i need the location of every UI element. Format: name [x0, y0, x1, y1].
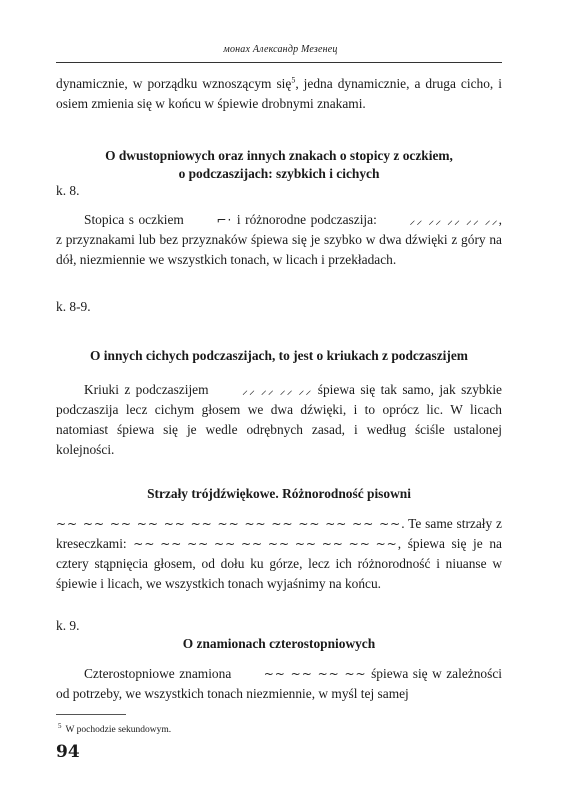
paragraph-text: i różnorodne podczaszija:: [232, 212, 382, 227]
paragraph-text: Czterostopniowe znamiona: [84, 666, 236, 681]
page-reference: k. 8-9.: [56, 299, 91, 314]
paragraph-text: Kriuki z podczaszijem: [84, 382, 214, 397]
section-heading-4: O znamionach czterostopniowych: [182, 636, 376, 651]
section-heading-3: Strzały trójdźwiękowe. Różnorodność pisowni: [147, 486, 411, 501]
neume-glyph: ⸝⸝ ⸝⸝ ⸝⸝ ⸝⸝ ⸝⸝: [409, 213, 499, 227]
footnote-text: W pochodzie sekundowym.: [65, 725, 172, 736]
running-head: монах Александр Мезенец: [223, 44, 338, 55]
page-reference: k. 9.: [56, 618, 80, 633]
page-reference: k. 8.: [56, 183, 80, 198]
neume-glyph: ⌐·: [216, 213, 233, 227]
section-heading-1a: O dwustopniowych oraz innych znakach o stopicy z oczkiem,: [105, 148, 453, 163]
paragraph-text: . Te same strzały z kreseczkami:: [56, 516, 502, 551]
section-heading-2: O innych cichych podczaszijach, to jest o kriukach z podczaszijem: [90, 348, 468, 363]
header-rule: [56, 62, 502, 63]
paragraph-text: , śpiewa się je na cztery stąpnięcia głosem, od dołu ku górze, lecz ich różnorodność i niuanse w śpiewie i licach, we wszystkich tonach wyjaśnimy na końcu.: [56, 536, 502, 591]
footnote: [58, 720, 171, 736]
paragraph-znamiona: [56, 664, 502, 704]
paragraph-strzaly: [56, 514, 502, 594]
neume-glyph: ~~ ~~ ~~ ~~ ~~ ~~ ~~ ~~ ~~ ~~ ~~ ~~ ~~: [56, 517, 402, 531]
paragraph-text: dynamicznie, w porządku wznoszącym się: [56, 76, 292, 91]
paragraph-text: Stopica s oczkiem: [84, 212, 189, 227]
paragraph-kriuki: [56, 380, 502, 460]
paragraph-text: , z przyznakami lub bez przyznaków śpiewa się je szybko w dwa dźwięki z góry na dół, niezmiennie we wszystkich tonach, w licach i przekładach.: [56, 212, 502, 267]
paragraph-continuation: [56, 74, 502, 114]
paragraph-stopica: [56, 210, 502, 270]
page-number: 94: [56, 742, 80, 762]
neume-glyph: ~~ ~~ ~~ ~~ ~~ ~~ ~~ ~~ ~~ ~~: [133, 537, 398, 551]
footnote-rule: [56, 714, 126, 715]
section-heading-1b: o podczaszijach: szybkich i cichych: [178, 166, 380, 181]
paragraph-text: śpiewa się tak samo, jak szybkie podczaszija lecz cichym głosem we dwa dźwięki, i to oprócz lic. W licach natomiast śpiewa się je wedle odrębnych zasad, i według ściśle ustalonej kolejności.: [56, 382, 502, 457]
footnote-number: 5: [58, 722, 62, 730]
neume-glyph: ⸝⸝ ⸝⸝ ⸝⸝ ⸝⸝: [241, 383, 313, 397]
paragraph-text: , jedna dynamicznie, a druga cicho, i osiem zmienia się w końcu w śpiewie drobnymi znakami.: [56, 76, 502, 111]
neume-glyph: ~~ ~~ ~~ ~~: [263, 667, 367, 681]
paragraph-text: śpiewa się w zależności od potrzeby, we wszystkich tonach niezmiennie, w myśl tej samej: [56, 666, 502, 701]
footnote-reference[interactable]: 5: [291, 75, 296, 85]
